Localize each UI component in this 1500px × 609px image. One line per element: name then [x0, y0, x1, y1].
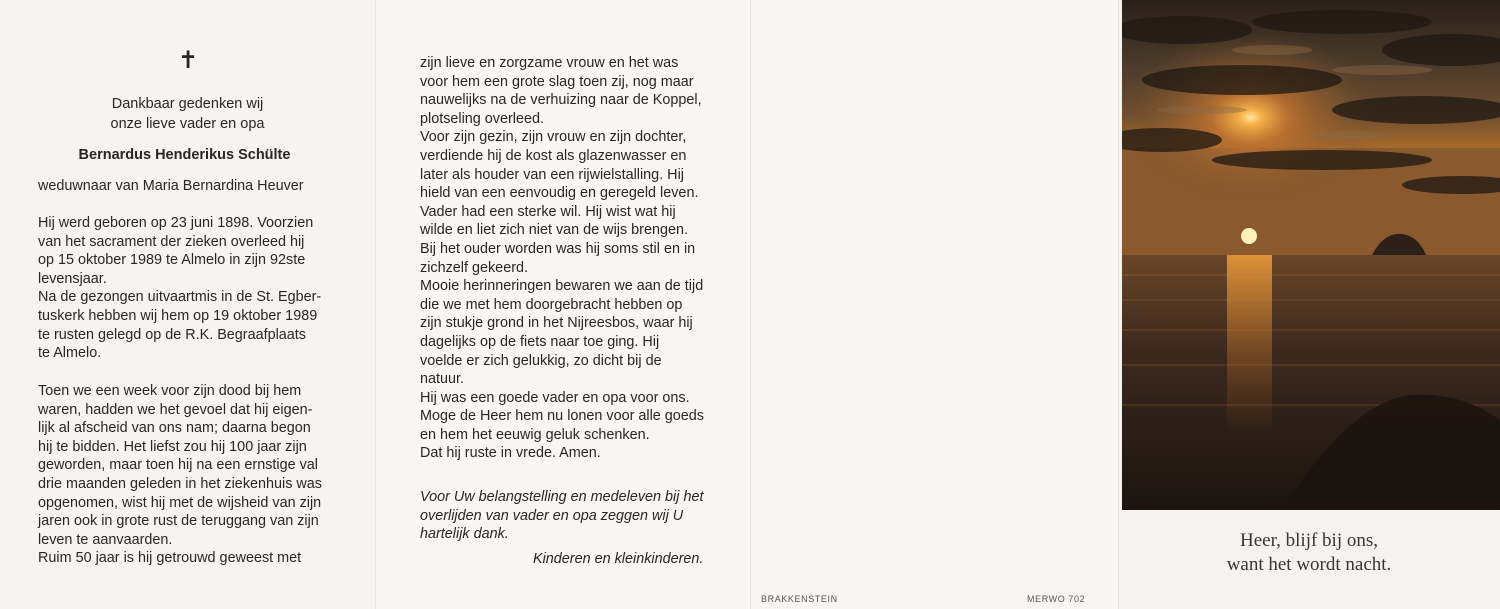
text-line: hij te bidden. Het liefst zou hij 100 jaar zijn	[38, 438, 307, 455]
text-line: Moge de Heer hem nu lonen voor alle goeds	[420, 408, 704, 425]
text-line: Vader had een sterke wil. Hij wist wat hij	[420, 203, 676, 220]
text-line: zichzelf gekeerd.	[420, 259, 528, 276]
text-line: natuur.	[420, 371, 465, 388]
text-line: hartelijk dank.	[420, 526, 509, 543]
text-line: Hij was een goede vader en opa voor ons.	[420, 389, 690, 406]
verse-line-1: Heer, blijf bij ons,	[1239, 530, 1379, 551]
sunset-sea-photo	[1122, 0, 1500, 510]
printer-mark-right: MERWO 702	[1027, 594, 1086, 604]
signature-text: Kinderen en kleinkinderen.	[533, 551, 704, 567]
text-line: en hem het eeuwig geluk schenken.	[420, 426, 650, 443]
text-line: drie maanden geleden in het ziekenhuis was	[38, 475, 323, 492]
text-line: plotseling overleed.	[420, 110, 544, 127]
widower-text: weduwnaar van Maria Bernardina Heuver	[38, 178, 304, 194]
cross-icon: ✝	[178, 46, 199, 74]
text-line: voor hem een grote slag toen zij, nog maar	[420, 73, 694, 90]
text-line: verdiende hij de kost als glazenwasser en	[420, 147, 687, 164]
left-text-panel	[0, 0, 375, 609]
widower-line	[38, 177, 304, 196]
text-line: Toen we een week voor zijn dood bij hem	[38, 383, 302, 399]
sunset-image	[1122, 0, 1500, 510]
text-line: zijn stukje grond in het Nijreesbos, waar hij	[420, 315, 693, 332]
text-line: hield van een eenvoudig en geregeld leven.	[420, 185, 699, 202]
biography-paragraph-1	[38, 214, 321, 363]
text-line: Voor zijn gezin, zijn vrouw en zijn dochter,	[420, 129, 687, 146]
text-line: waren, hadden we het gevoel dat hij eigen-	[38, 401, 313, 418]
heading-line-1: Dankbaar gedenken wij	[111, 96, 264, 112]
text-line: wilde en liet zich niet van de wijs brengen.	[420, 222, 688, 239]
text-line: Hij werd geboren op 23 juni 1898. Voorzien	[38, 215, 314, 231]
text-line: die we met hem doorgebracht hebben op	[420, 296, 683, 313]
text-line: Ruim 50 jaar is hij getrouwd geweest met	[38, 550, 302, 567]
text-line: te rusten gelegd op de R.K. Begraafplaats	[38, 326, 307, 343]
text-line: te Almelo.	[38, 345, 102, 362]
biography-paragraph-2	[38, 382, 322, 568]
blank-panel	[750, 0, 1118, 609]
printer-mark-left: BRAKKENSTEIN	[761, 594, 838, 604]
text-line: Na de gezongen uitvaartmis in de St. Egber-	[38, 289, 322, 306]
text-line: van het sacrament der zieken overleed hij	[38, 233, 305, 250]
text-line: dagelijks op de fiets naar toe ging. Hij	[420, 333, 660, 350]
text-line: opgenomen, wist hij met de wijsheid van zijn	[38, 494, 322, 511]
text-line: voelde er zich gelukkig, zo dicht bij de	[420, 352, 662, 369]
biography-continued	[420, 54, 704, 463]
thanks-note	[420, 488, 703, 544]
text-line: overlijden van vader en opa zeggen wij U	[420, 507, 684, 524]
deceased-name: Bernardus Henderikus Schülte	[78, 147, 291, 163]
text-line: Bij het ouder worden was hij soms stil en in	[420, 240, 696, 257]
verse-line-2: want het wordt nacht.	[1226, 554, 1392, 575]
text-line: Dat hij ruste in vrede. Amen.	[420, 445, 601, 462]
text-line: nauwelijks na de verhuizing naar de Koppel,	[420, 92, 702, 109]
heading-line-2: onze lieve vader en opa	[110, 116, 265, 132]
text-line: op 15 oktober 1989 te Almelo in zijn 92ste	[38, 252, 306, 269]
text-line: jaren ook in grote rust de teruggang van zijn	[38, 513, 319, 530]
text-line: leven te aanvaarden.	[38, 531, 173, 548]
text-line: lijk al afscheid van ons nam; daarna begon	[38, 420, 311, 437]
text-line: Voor Uw belangstelling en medeleven bij het	[420, 489, 704, 505]
text-line: tuskerk hebben wij hem op 19 oktober 1989	[38, 307, 318, 324]
text-line: Mooie herinneringen bewaren we aan de tijd	[420, 278, 704, 295]
text-line: levensjaar.	[38, 270, 107, 287]
text-line: later als houder van een rijwielstalling. Hij	[420, 166, 684, 183]
text-line: zijn lieve en zorgzame vrouw en het was	[420, 55, 679, 71]
middle-text-panel	[375, 0, 750, 609]
signature-line	[533, 550, 703, 569]
text-line: geworden, maar toen hij na een ernstige val	[38, 457, 318, 474]
